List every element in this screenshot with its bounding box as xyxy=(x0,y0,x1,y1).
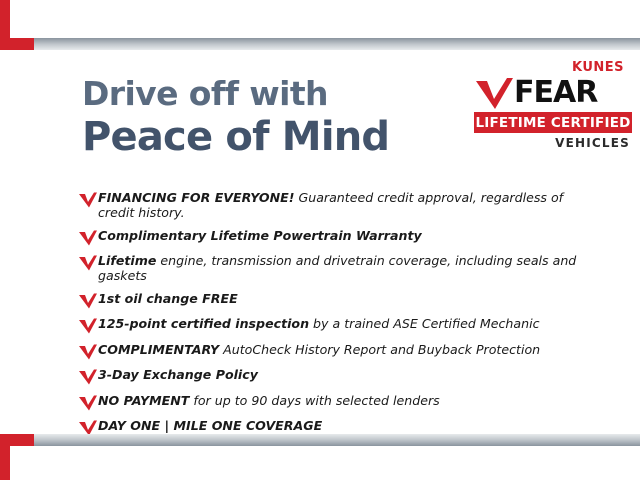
list-item xyxy=(78,190,598,220)
top-red-stripe-segment xyxy=(0,38,34,50)
headline xyxy=(82,76,502,160)
list-item-strong: Lifetime xyxy=(98,253,157,268)
logo-vehicles-text: VEHICLES xyxy=(555,136,630,150)
logo-brand-text: KUNES xyxy=(571,60,624,75)
list-item-text xyxy=(98,253,598,283)
logo-nofear-row xyxy=(474,76,632,110)
list-item-rest: Guaranteed credit approval, regardless of credit history. xyxy=(98,190,564,220)
headline-line-2: Peace of Mind xyxy=(82,114,390,160)
check-mark-icon xyxy=(78,395,98,411)
check-mark-icon xyxy=(78,255,98,271)
list-item-text xyxy=(98,291,238,306)
list-item-text xyxy=(98,190,598,220)
logo-lifetime-certified-bar: LIFETIME CERTIFIED xyxy=(474,112,632,133)
list-item-rest: AutoCheck History Report and Buyback Protection xyxy=(219,341,541,357)
list-item xyxy=(78,342,598,360)
check-mark-icon xyxy=(78,344,98,360)
list-item xyxy=(78,291,598,309)
list-item-strong: FINANCING FOR EVERYONE! xyxy=(98,190,295,205)
list-item-rest: for up to 90 days with selected lenders xyxy=(189,392,440,408)
list-item-text xyxy=(98,316,540,331)
list-item xyxy=(78,393,598,411)
list-item-strong: NO PAYMENT xyxy=(98,392,190,408)
headline-line-1: Drive off with xyxy=(82,74,328,113)
list-item-text xyxy=(98,367,258,382)
list-item-strong: DAY ONE | MILE ONE COVERAGE xyxy=(98,418,323,433)
list-item-strong: Complimentary Lifetime Powertrain Warranty xyxy=(98,227,422,243)
list-item-text xyxy=(98,393,440,408)
check-mark-icon xyxy=(474,77,514,110)
bottom-gray-stripe xyxy=(0,434,640,446)
list-item xyxy=(78,367,598,385)
list-item-strong: 125-point certified inspection xyxy=(98,316,310,331)
check-mark-icon xyxy=(78,230,98,246)
bottom-red-stripe-segment xyxy=(0,434,34,446)
logo-fear-text: FEAR xyxy=(514,75,598,110)
check-mark-icon xyxy=(78,293,98,309)
top-gray-stripe xyxy=(0,38,640,50)
check-mark-icon xyxy=(78,369,98,385)
list-item xyxy=(78,316,598,334)
benefits-list xyxy=(78,190,598,455)
bottom-white-band xyxy=(0,446,640,480)
list-item-text xyxy=(98,228,422,243)
list-item-strong: COMPLIMENTARY xyxy=(98,341,220,357)
top-white-band xyxy=(0,0,640,38)
check-mark-icon xyxy=(78,318,98,334)
check-mark-icon xyxy=(78,192,98,208)
list-item-rest: engine, transmission and drivetrain coverage, including seals and gaskets xyxy=(98,253,577,283)
list-item-strong: 1st oil change FREE xyxy=(98,290,238,306)
list-item xyxy=(78,228,598,246)
list-item-text xyxy=(98,342,540,357)
list-item xyxy=(78,253,598,283)
list-item-strong: 3-Day Exchange Policy xyxy=(98,367,258,382)
kunes-no-fear-logo xyxy=(474,58,632,156)
list-item-text xyxy=(98,418,322,433)
list-item-rest: by a trained ASE Certified Mechanic xyxy=(309,316,540,331)
